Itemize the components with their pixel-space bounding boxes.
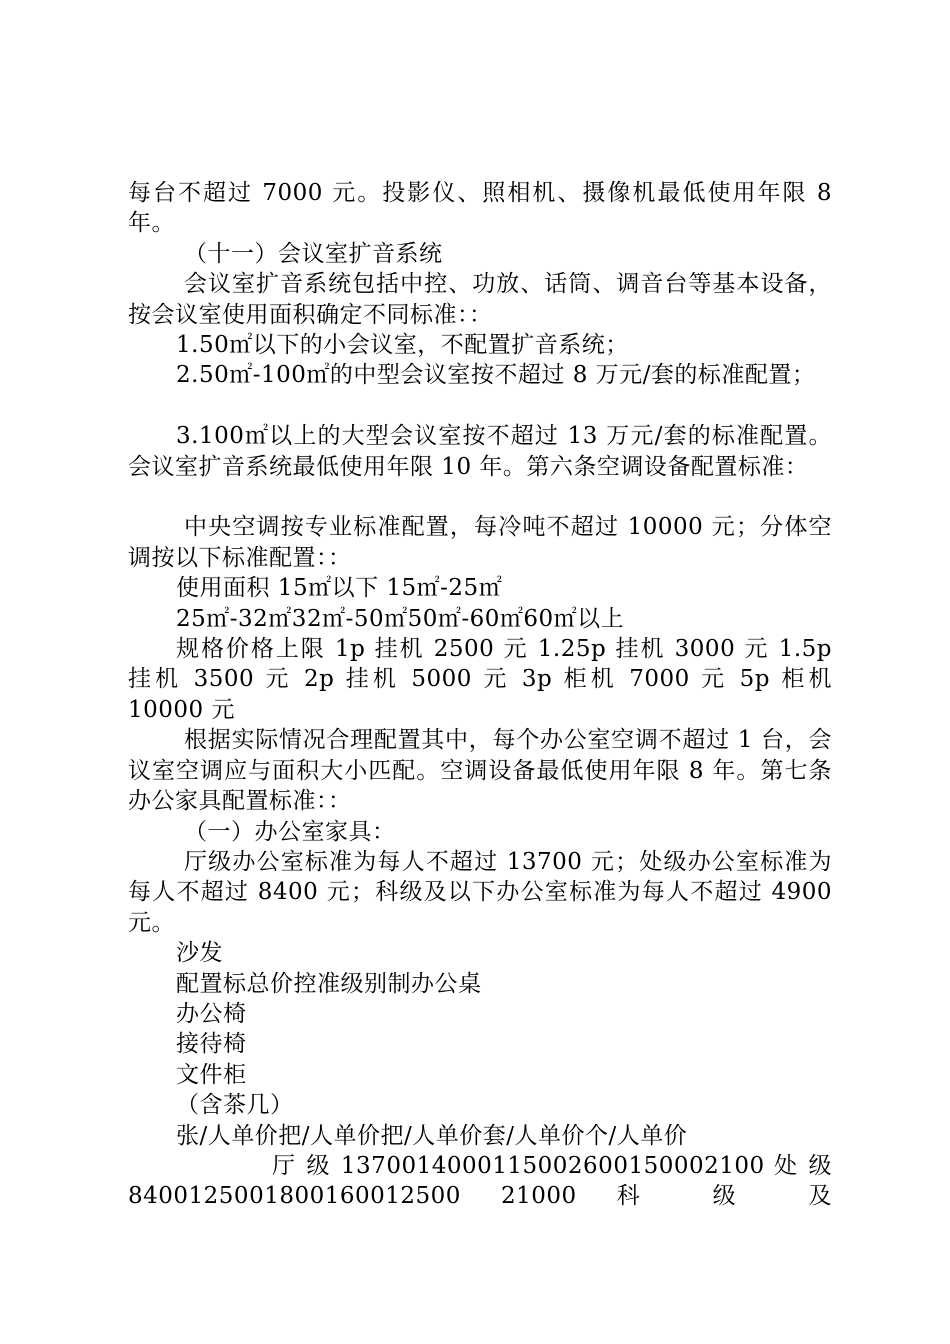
paragraph-audio-intro: 会议室扩音系统包括中控、功放、话筒、调音台等基本设备，按会议室使用面积确定不同标准：： xyxy=(128,271,832,328)
table-rows-flattened: 厅 级 1370014000115002600150002100 处 级 8400125001800160012500 21000 科 级 及 xyxy=(128,1152,832,1210)
document-body xyxy=(128,178,832,1212)
table-label-reception-chair: 接待椅 xyxy=(176,1031,247,1058)
table-label-units: 张/人单价把/人单价把/人单价套/人单价个/人单价 xyxy=(176,1122,688,1149)
paragraph-audio-medium: 2.50㎡-100㎡的中型会议室按不超过 8 万元/套的标准配置； xyxy=(176,362,816,389)
paragraph-ac-allocation: 根据实际情况合理配置其中，每个办公室空调不超过 1 台，会议室空调应与面积大小匹配。空调设备最低使用年限 8 年。第七条办公家具配置标准：： xyxy=(128,727,832,815)
paragraph-audio-small: 1.50㎡以下的小会议室，不配置扩音系统； xyxy=(176,332,629,359)
paragraph-ac-price-limits: 规格价格上限 1p 挂机 2500 元 1.25p 挂机 3000 元 1.5p 挂机 3500 元 2p 挂机 5000 元 3p 柜机 7000 元 5p 柜机 10000 元 xyxy=(128,636,832,723)
table-label-tea-table: （含茶几） xyxy=(176,1092,294,1119)
paragraph-area-row-1: 使用面积 15㎡以下 15㎡-25㎡ xyxy=(176,575,503,602)
table-label-header: 配置标总价控准级别制办公桌 xyxy=(176,970,482,997)
table-label-sofa: 沙发 xyxy=(176,940,223,967)
heading-office-furniture: （一）办公室家具： xyxy=(184,818,396,845)
table-label-file-cabinet: 文件柜 xyxy=(176,1061,247,1088)
paragraph-audio-large: 3.100㎡以上的大型会议室按不超过 13 万元/套的标准配置。会议室扩音系统最低使用年限 10 年。第六条空调设备配置标准： xyxy=(128,423,832,480)
paragraph-projector-lifespan: 每台不超过 7000 元。投影仪、照相机、摄像机最低使用年限 8 年。 xyxy=(128,180,832,237)
blank-line xyxy=(128,391,832,421)
heading-conference-audio: （十一）会议室扩音系统 xyxy=(184,240,443,267)
table-label-office-chair: 办公椅 xyxy=(176,1000,247,1027)
paragraph-area-row-2: 25㎡-32㎡32㎡-50㎡50㎡-60㎡60㎡以上 xyxy=(176,605,625,632)
paragraph-furniture-limits: 厅级办公室标准为每人不超过 13700 元；处级办公室标准为每人不超过 8400 元；科级及以下办公室标准为每人不超过 4900 元。 xyxy=(128,848,832,936)
blank-line xyxy=(128,482,832,512)
paragraph-central-ac: 中央空调按专业标准配置，每冷吨不超过 10000 元；分体空调按以下标准配置：： xyxy=(128,514,832,571)
